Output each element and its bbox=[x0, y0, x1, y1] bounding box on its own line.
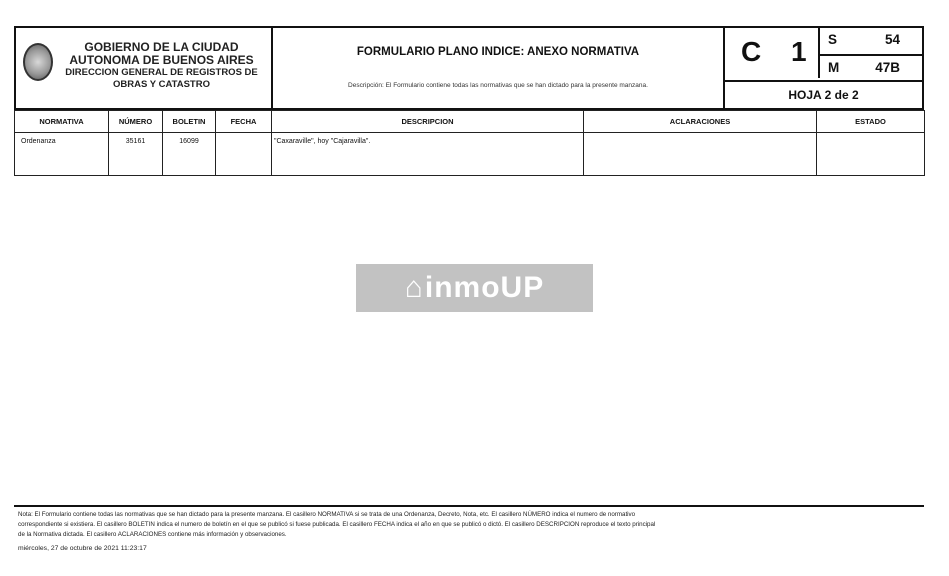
section-value: 54 bbox=[884, 32, 900, 47]
footer-note-line-2: correspondiente si existiera. El casillero BOLETIN indica el numero de boletín en el que se publicó si fuese publicada. El casillero FECHA indica el año en que se publicó o dictó. El casillero DESCRIPCION reproduce el texto principal bbox=[18, 521, 656, 528]
circunscripcion-block bbox=[725, 28, 818, 78]
footer-note-line-1: Nota: El Formulario contiene todas las normativas que se han dictado para la presente manzana. El casillero NORMATIVA si se trata de una Ordenanza, Decreto, Nota, etc. El casillero NÚMERO indica el numero de normativo bbox=[18, 511, 636, 518]
form-description: Descripción: El Formulario contiene todas las normativas que se han dictado para la presente manzana. bbox=[348, 82, 648, 89]
normativa-table bbox=[14, 110, 925, 176]
city-seal-icon bbox=[23, 43, 53, 81]
footer-note bbox=[18, 510, 718, 540]
section-block-codes bbox=[818, 28, 922, 78]
table-header-row bbox=[15, 111, 925, 133]
sheet-number: HOJA 2 de 2 bbox=[725, 80, 922, 108]
cell-fecha bbox=[216, 133, 272, 176]
circunscripcion-number: 1 bbox=[791, 36, 807, 67]
gov-line-3: DIRECCION GENERAL DE REGISTROS DE bbox=[65, 67, 258, 78]
table-row bbox=[15, 133, 925, 176]
column-header-numero: NÚMERO bbox=[109, 111, 163, 133]
government-name bbox=[56, 41, 267, 91]
cell-descripcion: "Caxaraville", hoy "Cajaravilla". bbox=[272, 133, 584, 176]
footer-divider bbox=[14, 505, 924, 507]
circunscripcion-letter: C bbox=[741, 36, 762, 67]
cell-numero: 35161 bbox=[109, 133, 163, 176]
cell-boletin: 16099 bbox=[163, 133, 216, 176]
government-block bbox=[16, 28, 273, 108]
gov-line-2: AUTONOMA DE BUENOS AIRES bbox=[69, 53, 254, 67]
column-header-normativa: NORMATIVA bbox=[15, 111, 109, 133]
column-header-aclaraciones: ACLARACIONES bbox=[584, 111, 817, 133]
cell-normativa: Ordenanza bbox=[15, 133, 109, 176]
column-header-estado: ESTADO bbox=[817, 111, 925, 133]
form-title-block bbox=[273, 28, 725, 108]
gov-line-4: OBRAS Y CATASTRO bbox=[113, 79, 210, 90]
house-roof-icon: ⌂ bbox=[404, 271, 423, 304]
manzana-label: M bbox=[828, 60, 840, 75]
section-row bbox=[820, 28, 922, 54]
section-label: S bbox=[828, 32, 838, 47]
column-header-fecha: FECHA bbox=[216, 111, 272, 133]
form-header bbox=[14, 26, 924, 110]
cell-estado bbox=[817, 133, 925, 176]
column-header-boletin: BOLETIN bbox=[163, 111, 216, 133]
inmoup-watermark bbox=[356, 264, 593, 312]
gov-line-1: GOBIERNO DE LA CIUDAD bbox=[84, 40, 239, 54]
watermark-text: inmoUP bbox=[424, 271, 545, 304]
column-header-descripcion: DESCRIPCION bbox=[272, 111, 584, 133]
manzana-row bbox=[820, 54, 922, 80]
cell-aclaraciones bbox=[584, 133, 817, 176]
print-timestamp: miércoles, 27 de octubre de 2021 11:23:17 bbox=[18, 545, 147, 552]
manzana-value: 47B bbox=[875, 60, 900, 75]
form-title: FORMULARIO PLANO INDICE: ANEXO NORMATIVA bbox=[356, 46, 640, 58]
footer-note-line-3: de la Normativa dictada. El casillero ACLARACIONES contiene más información y observaciones. bbox=[18, 531, 287, 538]
